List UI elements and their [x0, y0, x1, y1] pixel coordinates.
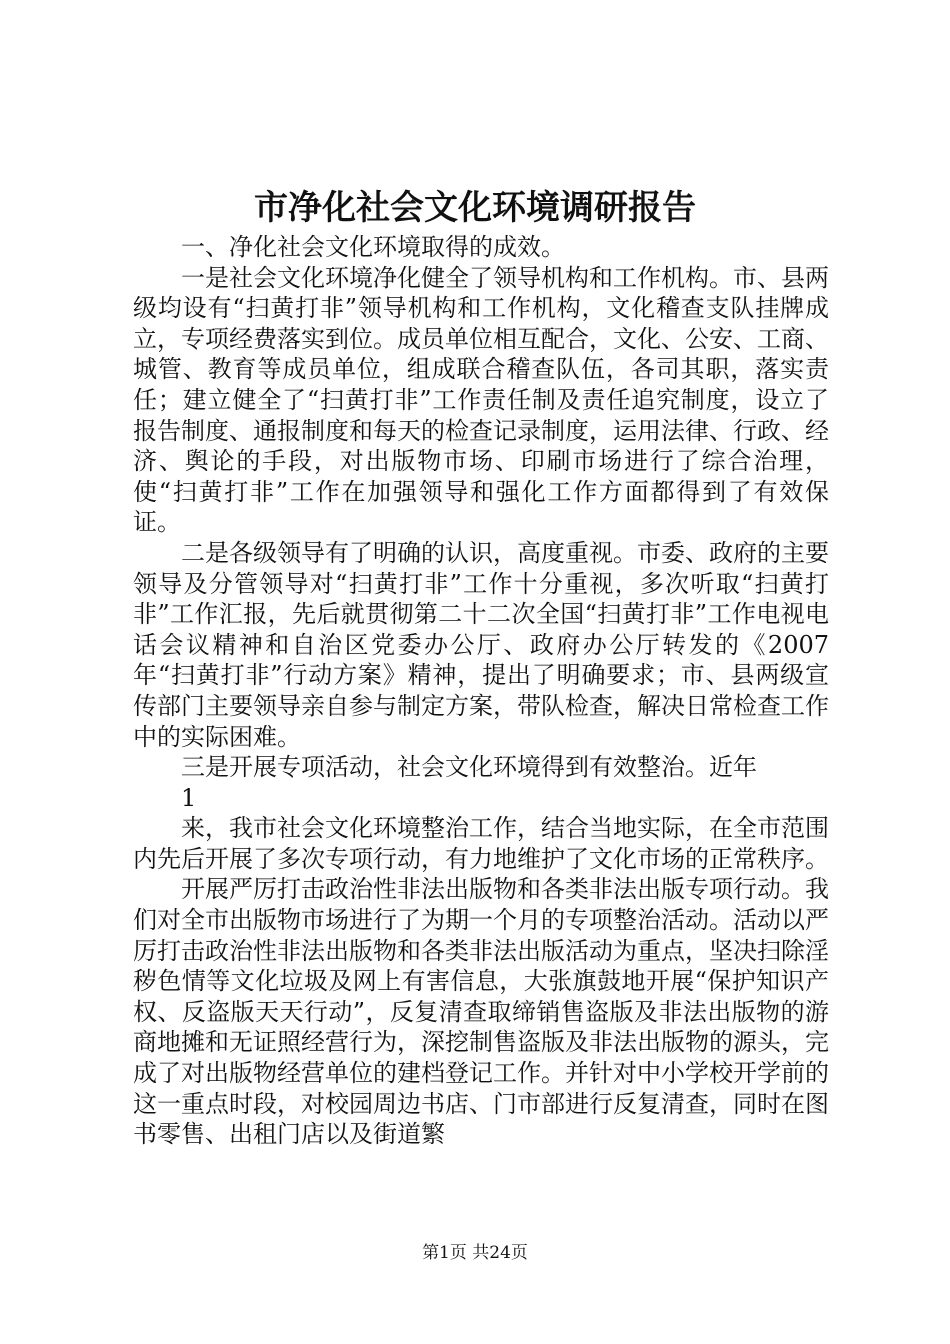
paragraph-first-point: 一是社会文化环境净化健全了领导机构和工作机构。市、县两级均设有“扫黄打非”领导机构和工作机构，文化稽查支队挂牌成立，专项经费落实到位。成员单位相互配合，文化、公安、工商、城管、教育等成员单位，组成联合稽查队伍，各司其职，落实责任；建立健全了“扫黄打非”工作责任制及责任追究制度，设立了报告制度、通报制度和每天的检查记录制度，运用法律、行政、经济、舆论的手段，对出版物市场、印刷市场进行了综合治理，使“扫黄打非”工作在加强领导和强化工作方面都得到了有效保证。 [133, 263, 829, 537]
paragraph-third-point: 三是开展专项活动，社会文化环境得到有效整治。近年 [181, 753, 757, 782]
paragraph-special-campaign: 开展严厉打击政治性非法出版物和各类非法出版专项行动。我们对全市出版物市场进行了为期一个月的专项整治活动。活动以严厉打击政治性非法出版物和各类非法出版活动为重点，坚决扫除淫秽色情等文化垃圾及网上有害信息，大张旗鼓地开展“保护知识产权、反盗版天天行动”，反复清查取缔销售盗版及非法出版物的游商地摊和无证照经营行为，深挖制售盗版及非法出版物的源头，完成了对出版物经营单位的建档登记工作。并针对中小学校开学前的这一重点时段，对校园周边书店、门市部进行反复清查，同时在图书零售、出租门店以及街道繁 [133, 875, 829, 1149]
paragraph-section-heading: 一、净化社会文化环境取得的成效。 [181, 233, 565, 261]
document-title: 市净化社会文化环境调研报告 [254, 188, 696, 228]
page-footer: 第1页 共24页 [422, 1243, 528, 1263]
paragraph-second-point: 二是各级领导有了明确的认识，高度重视。市委、政府的主要领导及分管领导对“扫黄打非”工作十分重视，多次听取“扫黄打非”工作汇报，先后就贯彻第二十二次全国“扫黄打非”工作电视电话会议精神和自治区党委办公厅、政府办公厅转发的《2007年“扫黄打非”行动方案》精神，提出了明确要求；市、县两级宣传部门主要领导亲自参与制定方案，带队检查，解决日常检查工作中的实际困难。 [133, 538, 829, 751]
inline-page-number: 1 [181, 783, 197, 812]
document-body [133, 232, 829, 1150]
paragraph-third-point-continued: 来，我市社会文化环境整治工作，结合当地实际，在全市范围内先后开展了多次专项行动，有力地维护了文化市场的正常秩序。 [133, 814, 829, 873]
